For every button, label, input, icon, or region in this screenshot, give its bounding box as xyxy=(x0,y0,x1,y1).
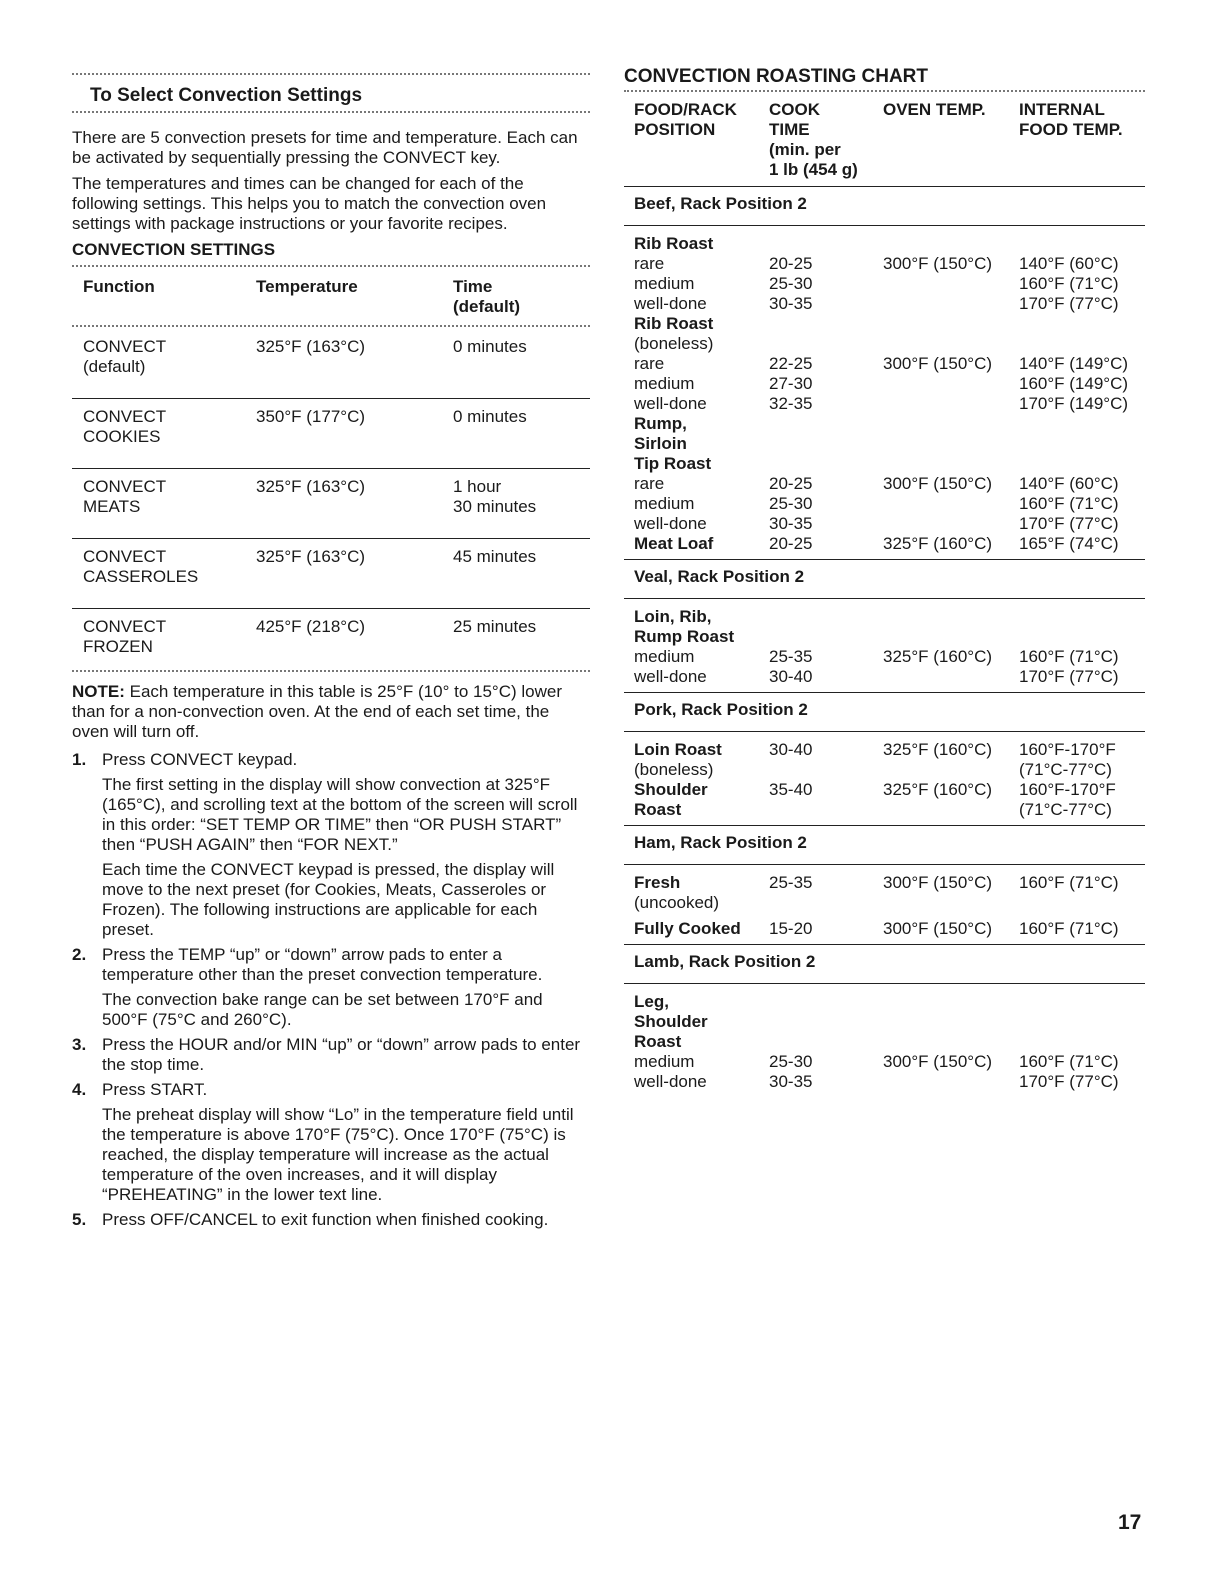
step-text: Press START. xyxy=(102,1080,208,1099)
internal-temp-cell: 170°F (77°C) xyxy=(1019,294,1119,313)
settings-table xyxy=(72,337,590,667)
internal-temp-cell: 140°F (60°C) xyxy=(1019,254,1119,273)
food-cell: Roast xyxy=(634,800,682,819)
food-cell: Loin, Rib, xyxy=(634,607,712,626)
cook-time-cell: 30-35 xyxy=(769,1072,813,1091)
food-cell: medium xyxy=(634,1052,695,1071)
time-cell: 30 minutes xyxy=(453,497,537,516)
food-cell: Rib Roast xyxy=(634,234,714,253)
note-label: NOTE: xyxy=(72,682,125,701)
row-divider xyxy=(72,398,590,399)
food-cell: (boneless) xyxy=(634,760,714,779)
dotted-rule xyxy=(624,90,1145,94)
food-cell: Leg, xyxy=(634,992,669,1011)
dotted-rule xyxy=(72,670,590,674)
header-time-default: (default) xyxy=(453,297,521,316)
function-cell: CONVECT xyxy=(83,547,167,566)
food-cell: Meat Loaf xyxy=(634,534,714,553)
internal-temp-cell: 170°F (77°C) xyxy=(1019,1072,1119,1091)
step-text: The first setting in the display will show convection at 325°F (165°C), and scrolling text at the bottom of the screen will scroll in this order: “SET TEMP OR TIME” then “OR PUSH START” then “PUSH AGAIN” then “FOR NEXT.” xyxy=(102,775,578,854)
chart-title: CONVECTION ROASTING CHART xyxy=(624,66,928,87)
table-row xyxy=(624,1072,1145,1092)
header-oven-temp: OVEN TEMP. xyxy=(883,100,986,119)
food-cell: Roast xyxy=(634,1032,682,1051)
food-cell: rare xyxy=(634,474,665,493)
internal-temp-cell: 170°F (77°C) xyxy=(1019,667,1119,686)
food-cell: Shoulder xyxy=(634,780,708,799)
food-cell: medium xyxy=(634,374,695,393)
header-cook: (min. per xyxy=(769,140,841,159)
step-text: Each time the CONVECT keypad is pressed, the display will move to the next preset (for Cookies, Meats, Casseroles or Frozen). The following instructions are applicable for each preset. xyxy=(102,860,555,939)
internal-temp-cell: 160°F (71°C) xyxy=(1019,274,1119,293)
food-cell: rare xyxy=(634,254,665,273)
food-cell: medium xyxy=(634,494,695,513)
food-cell: Loin Roast xyxy=(634,740,722,759)
intro-paragraph: There are 5 convection presets for time and temperature. Each can be activated by sequentially pressing the CONVECT key. xyxy=(72,128,578,167)
food-cell: well-done xyxy=(634,1072,707,1091)
group-rows xyxy=(624,732,1145,825)
oven-temp-cell: 300°F (150°C) xyxy=(883,919,993,938)
table-row xyxy=(624,607,1145,627)
cook-time-cell: 20-25 xyxy=(769,474,813,493)
cook-time-cell: 25-35 xyxy=(769,873,813,892)
table-row xyxy=(624,740,1145,760)
food-cell: medium xyxy=(634,274,695,293)
step-number: 2. xyxy=(72,945,87,964)
dotted-rule xyxy=(72,265,590,269)
step-text: Press the HOUR and/or MIN “up” or “down” arrow pads to enter the stop time. xyxy=(102,1035,581,1074)
function-cell: CASSEROLES xyxy=(83,567,199,586)
header-temperature: Temperature xyxy=(256,277,358,296)
table-row xyxy=(72,337,590,398)
table-row xyxy=(624,919,1145,939)
cook-time-cell: 25-30 xyxy=(769,274,813,293)
table-row xyxy=(624,780,1145,800)
temperature-cell: 325°F (163°C) xyxy=(256,477,366,496)
time-cell: 45 minutes xyxy=(453,547,537,566)
step-text: The convection bake range can be set between 170°F and 500°F (75°C and 260°C). xyxy=(102,990,543,1029)
function-cell: COOKIES xyxy=(83,427,161,446)
food-cell: Rump Roast xyxy=(634,627,735,646)
table-row xyxy=(624,873,1145,893)
food-cell: Tip Roast xyxy=(634,454,712,473)
function-cell: CONVECT xyxy=(83,617,167,636)
row-divider xyxy=(624,186,1145,187)
temperature-cell: 425°F (218°C) xyxy=(256,617,366,636)
row-divider xyxy=(72,538,590,539)
step-text: The preheat display will show “Lo” in the temperature field until the temperature is above 170°F (75°C). Once 170°F (75°C) is reached, the display temperature will increase as the actual temperature of the oven increases, and it will display “PREHEATING” in the lower text line. xyxy=(102,1105,574,1204)
group-rows xyxy=(624,226,1145,559)
table-row xyxy=(624,514,1145,534)
table-row xyxy=(624,474,1145,494)
header-cook: 1 lb (454 g) xyxy=(769,160,858,179)
cook-time-cell: 27-30 xyxy=(769,374,813,393)
function-cell: CONVECT xyxy=(83,407,167,426)
table-row xyxy=(624,893,1145,913)
step-number: 3. xyxy=(72,1035,87,1054)
dotted-rule xyxy=(72,325,590,329)
cook-time-cell: 30-40 xyxy=(769,667,813,686)
header-cook: COOK xyxy=(769,100,820,119)
step-number: 5. xyxy=(72,1210,87,1229)
table-row xyxy=(72,407,590,468)
internal-temp-cell: 160°F (71°C) xyxy=(1019,1052,1119,1071)
list-item xyxy=(72,1210,590,1230)
cook-time-cell: 25-30 xyxy=(769,494,813,513)
internal-temp-cell: 160°F (71°C) xyxy=(1019,647,1119,666)
table-row xyxy=(624,667,1145,687)
table-row xyxy=(624,992,1145,1012)
page-number: 17 xyxy=(1118,1511,1142,1534)
time-cell: 1 hour xyxy=(453,477,502,496)
step-text: Press the TEMP “up” or “down” arrow pads to enter a temperature other than the preset convection temperature. xyxy=(102,945,543,984)
food-cell: Fully Cooked xyxy=(634,919,741,938)
internal-temp-cell: 170°F (149°C) xyxy=(1019,394,1129,413)
table-row xyxy=(624,1032,1145,1052)
table-row xyxy=(72,547,590,608)
table-row xyxy=(624,334,1145,354)
table-row xyxy=(72,477,590,538)
food-cell: Rib Roast xyxy=(634,314,714,333)
internal-temp-cell: 160°F-170°F xyxy=(1019,780,1116,799)
oven-temp-cell: 325°F (160°C) xyxy=(883,647,993,666)
row-divider xyxy=(624,692,1145,693)
table-row xyxy=(624,647,1145,667)
food-cell: Shoulder xyxy=(634,1012,708,1031)
roasting-table xyxy=(624,186,1145,1098)
table-end xyxy=(624,1097,1145,1098)
oven-temp-cell: 325°F (160°C) xyxy=(883,740,993,759)
oven-temp-cell: 300°F (150°C) xyxy=(883,354,993,373)
group-title: Veal, Rack Position 2 xyxy=(634,567,805,586)
settings-header-row xyxy=(72,277,590,321)
cook-time-cell: 30-40 xyxy=(769,740,813,759)
oven-temp-cell: 300°F (150°C) xyxy=(883,254,993,273)
time-cell: 25 minutes xyxy=(453,617,537,636)
group-title: Ham, Rack Position 2 xyxy=(634,833,807,852)
table-row xyxy=(624,760,1145,780)
header-internal: FOOD TEMP. xyxy=(1019,120,1123,139)
table-row xyxy=(624,1052,1145,1072)
food-cell: (boneless) xyxy=(634,334,714,353)
note xyxy=(72,682,590,742)
internal-temp-cell: 160°F (71°C) xyxy=(1019,494,1119,513)
cook-time-cell: 35-40 xyxy=(769,780,813,799)
list-item xyxy=(72,750,590,940)
header-internal: INTERNAL xyxy=(1019,100,1105,119)
food-cell: Rump, xyxy=(634,414,687,433)
table-row xyxy=(624,534,1145,554)
row-divider xyxy=(624,944,1145,945)
table-row xyxy=(624,274,1145,294)
cook-time-cell: 20-25 xyxy=(769,254,813,273)
cook-time-cell: 30-35 xyxy=(769,514,813,533)
intro xyxy=(72,128,590,234)
group-title: Beef, Rack Position 2 xyxy=(634,194,807,213)
note-text: Each temperature in this table is 25°F (10° to 15°C) lower than for a non-convection oven. At the end of each set time, the oven will turn off. xyxy=(72,682,562,741)
table-row xyxy=(624,1012,1145,1032)
oven-temp-cell: 300°F (150°C) xyxy=(883,1052,993,1071)
cook-time-cell: 20-25 xyxy=(769,534,813,553)
oven-temp-cell: 325°F (160°C) xyxy=(883,534,993,553)
internal-temp-cell: 140°F (60°C) xyxy=(1019,474,1119,493)
header-cook: TIME xyxy=(769,120,810,139)
internal-temp-cell: 160°F-170°F xyxy=(1019,740,1116,759)
food-cell: well-done xyxy=(634,394,707,413)
internal-temp-cell: 160°F (71°C) xyxy=(1019,919,1119,938)
dotted-rule xyxy=(72,73,590,77)
function-cell: CONVECT xyxy=(83,337,167,356)
right-column xyxy=(624,0,1145,1098)
list-item xyxy=(72,1080,590,1205)
food-cell: well-done xyxy=(634,514,707,533)
food-cell: Fresh xyxy=(634,873,681,892)
oven-temp-cell: 300°F (150°C) xyxy=(883,873,993,892)
food-cell: rare xyxy=(634,354,665,373)
temperature-cell: 350°F (177°C) xyxy=(256,407,366,426)
header-food: POSITION xyxy=(634,120,716,139)
food-cell: (uncooked) xyxy=(634,893,720,912)
roasting-header-row xyxy=(624,100,1145,186)
cook-time-cell: 25-30 xyxy=(769,1052,813,1071)
table-row xyxy=(624,234,1145,254)
table-row xyxy=(624,394,1145,414)
oven-temp-cell: 300°F (150°C) xyxy=(883,474,993,493)
table-row xyxy=(624,374,1145,394)
food-cell: well-done xyxy=(634,294,707,313)
oven-temp-cell: 325°F (160°C) xyxy=(883,780,993,799)
group-rows xyxy=(624,599,1145,692)
cook-time-cell: 25-35 xyxy=(769,647,813,666)
group-rows xyxy=(624,984,1145,1097)
internal-temp-cell: 160°F (149°C) xyxy=(1019,374,1129,393)
table-row xyxy=(624,414,1145,434)
intro-paragraph: The temperatures and times can be changed for each of the following settings. This helps you to match the convection oven settings with package instructions or your favorite recipes. xyxy=(72,174,547,233)
group-rows xyxy=(624,865,1145,944)
list-item xyxy=(72,1035,590,1075)
table-row xyxy=(624,434,1145,454)
time-cell: 0 minutes xyxy=(453,407,527,426)
row-divider xyxy=(72,608,590,609)
time-cell: 0 minutes xyxy=(453,337,527,356)
group-title: Pork, Rack Position 2 xyxy=(634,700,808,719)
settings-title: CONVECTION SETTINGS xyxy=(72,240,276,259)
row-divider xyxy=(72,468,590,469)
step-text: Press CONVECT keypad. xyxy=(102,750,298,769)
internal-temp-cell: (71°C-77°C) xyxy=(1019,800,1112,819)
food-cell: Sirloin xyxy=(634,434,687,453)
section-title: To Select Convection Settings xyxy=(90,85,363,106)
header-food: FOOD/RACK xyxy=(634,100,737,119)
table-row xyxy=(624,627,1145,647)
function-cell: FROZEN xyxy=(83,637,153,656)
cook-time-cell: 15-20 xyxy=(769,919,813,938)
internal-temp-cell: 170°F (77°C) xyxy=(1019,514,1119,533)
internal-temp-cell: 165°F (74°C) xyxy=(1019,534,1119,553)
internal-temp-cell: (71°C-77°C) xyxy=(1019,760,1112,779)
step-number: 4. xyxy=(72,1080,87,1099)
table-row xyxy=(624,494,1145,514)
row-divider xyxy=(624,559,1145,560)
group-title: Lamb, Rack Position 2 xyxy=(634,952,816,971)
function-cell: MEATS xyxy=(83,497,141,516)
step-text: Press OFF/CANCEL to exit function when finished cooking. xyxy=(102,1210,549,1229)
step-number: 1. xyxy=(72,750,87,769)
table-row xyxy=(624,354,1145,374)
internal-temp-cell: 140°F (149°C) xyxy=(1019,354,1129,373)
table-row xyxy=(624,254,1145,274)
cook-time-cell: 30-35 xyxy=(769,294,813,313)
table-row xyxy=(72,617,590,667)
header-function: Function xyxy=(83,277,155,296)
list-item xyxy=(72,945,590,1030)
function-cell: CONVECT xyxy=(83,477,167,496)
left-column xyxy=(72,0,590,1235)
temperature-cell: 325°F (163°C) xyxy=(256,337,366,356)
table-row xyxy=(624,294,1145,314)
temperature-cell: 325°F (163°C) xyxy=(256,547,366,566)
cook-time-cell: 22-25 xyxy=(769,354,813,373)
internal-temp-cell: 160°F (71°C) xyxy=(1019,873,1119,892)
dotted-rule xyxy=(72,111,590,115)
row-divider xyxy=(624,825,1145,826)
table-row xyxy=(624,454,1145,474)
function-cell: (default) xyxy=(83,357,146,376)
cook-time-cell: 32-35 xyxy=(769,394,813,413)
food-cell: well-done xyxy=(634,667,707,686)
table-row xyxy=(624,800,1145,820)
header-time: Time xyxy=(453,277,493,296)
steps-list xyxy=(72,750,590,1230)
food-cell: medium xyxy=(634,647,695,666)
table-row xyxy=(624,314,1145,334)
